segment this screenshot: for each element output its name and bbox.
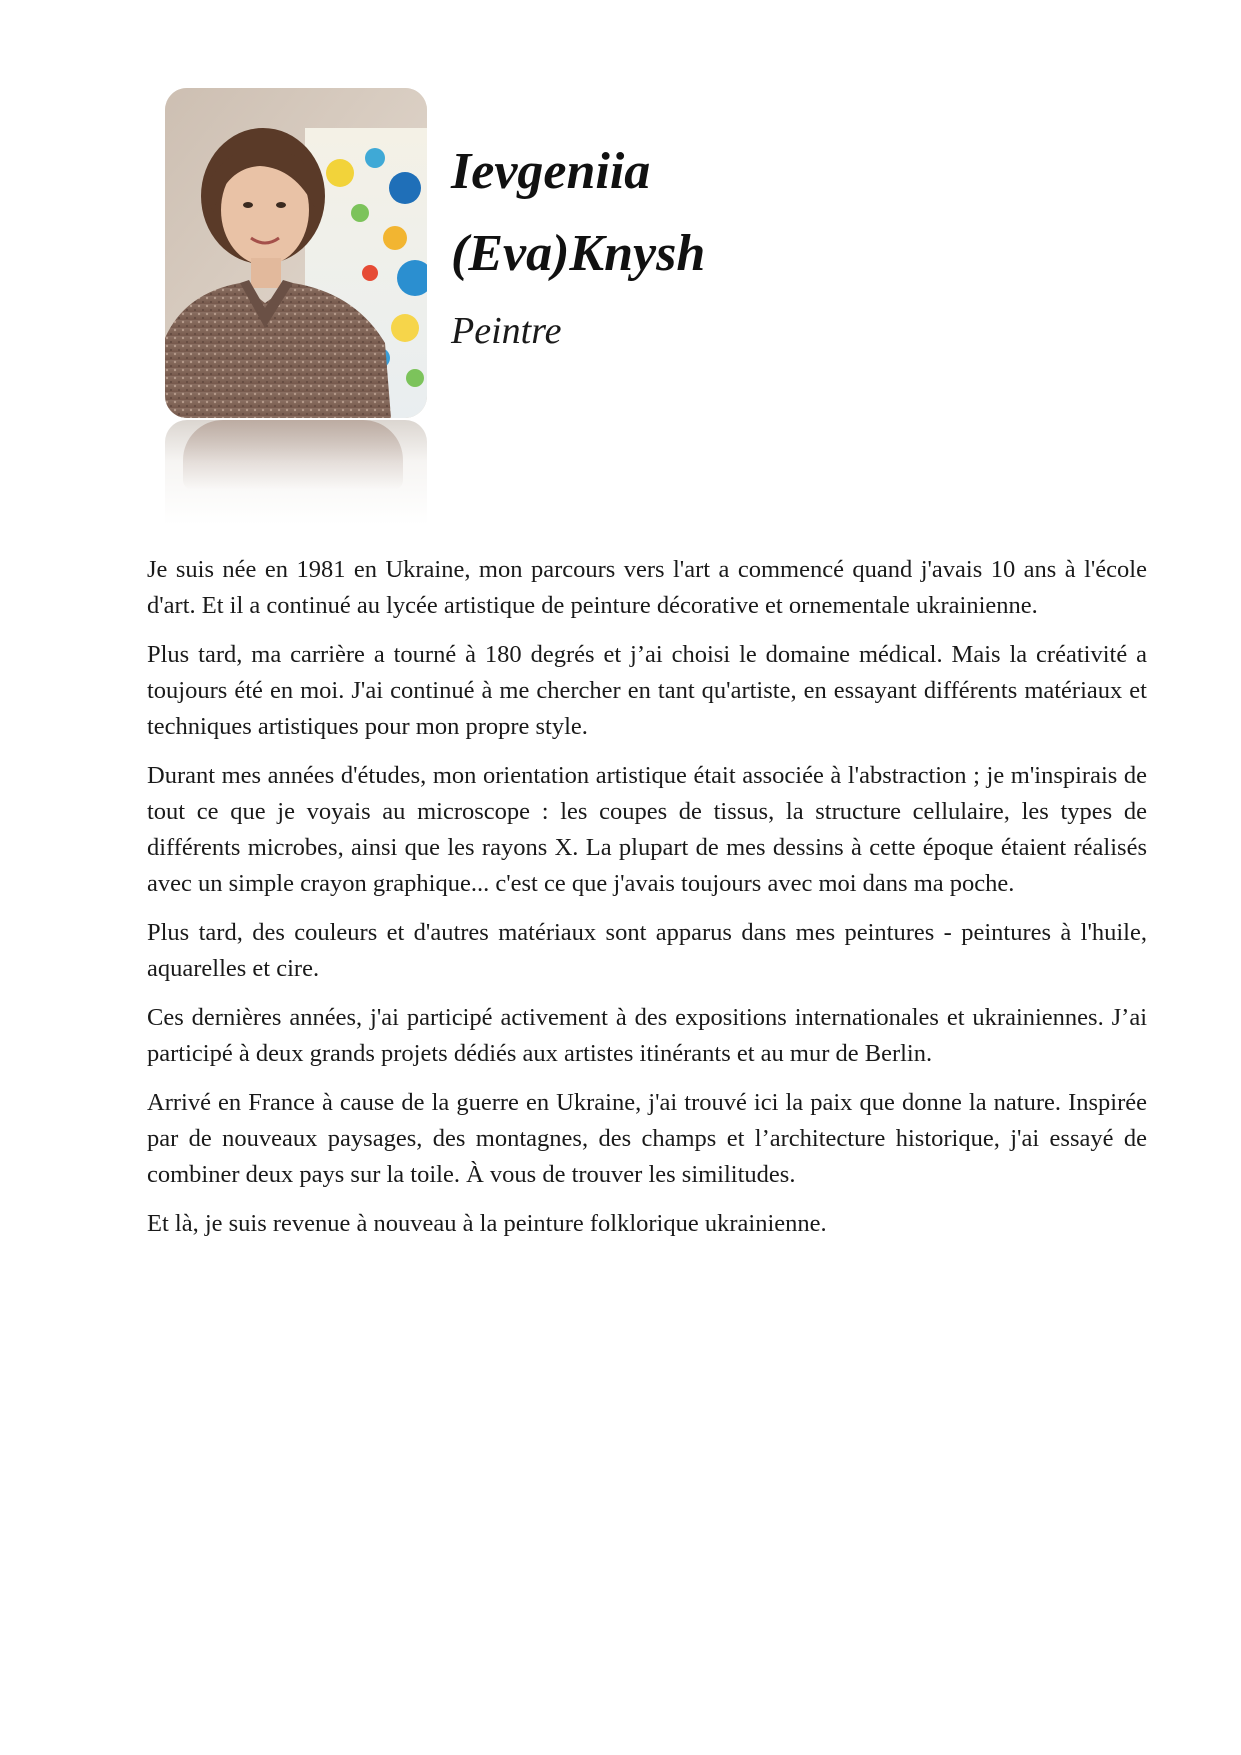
bio-paragraph: Je suis née en 1981 en Ukraine, mon parcours vers l'art a commencé quand j'avais 10 ans à l'école d'art. Et il a continué au lycée artistique de peinture décorative et ornementale ukrainienne. [147, 556, 1147, 619]
biography [147, 552, 1147, 1255]
portrait-reflection [165, 420, 427, 525]
reflection-shape [183, 420, 403, 490]
bio-paragraph: Durant mes années d'études, mon orientation artistique était associée à l'abstraction ; je m'inspirais de tout ce que je voyais au microscope : les coupes de tissus, la structure cellulaire, les types de différents microbes, ainsi que les rayons X. La plupart de mes dessins à cette époque étaient réalisés avec un simple crayon graphique... c'est ce que j'avais toujours avec moi dans ma poche. [147, 762, 1147, 897]
artist-name-second: (Eva)Knysh [451, 225, 706, 282]
bio-paragraph: Plus tard, des couleurs et d'autres matériaux sont apparus dans mes peintures - peintures à l'huile, aquarelles et cire. [147, 919, 1147, 982]
artist-name-first: Ievgeniia [451, 143, 651, 200]
bio-paragraph: Arrivé en France à cause de la guerre en Ukraine, j'ai trouvé ici la paix que donne la nature. Inspirée par de nouveaux paysages, des montagnes, des champs et l’architecture historique, j'ai essayé de combiner deux pays sur la toile. À vous de trouver les similitudes. [147, 1089, 1147, 1188]
artist-portrait-photo [165, 88, 427, 418]
bio-paragraph: Ces dernières années, j'ai participé activement à des expositions internationales et ukrainiennes. J’ai participé à deux grands projets dédiés aux artistes itinérants et au mur de Berlin. [147, 1004, 1147, 1067]
bio-paragraph: Plus tard, ma carrière a tourné à 180 degrés et j’ai choisi le domaine médical. Mais la créativité a toujours été en moi. J'ai continué à me chercher en tant qu'artiste, en essayant différents matériaux et techniques artistiques pour mon propre style. [147, 641, 1147, 740]
bio-paragraph: Et là, je suis revenue à nouveau à la peinture folklorique ukrainienne. [147, 1210, 827, 1237]
artist-role: Peintre [451, 310, 562, 352]
